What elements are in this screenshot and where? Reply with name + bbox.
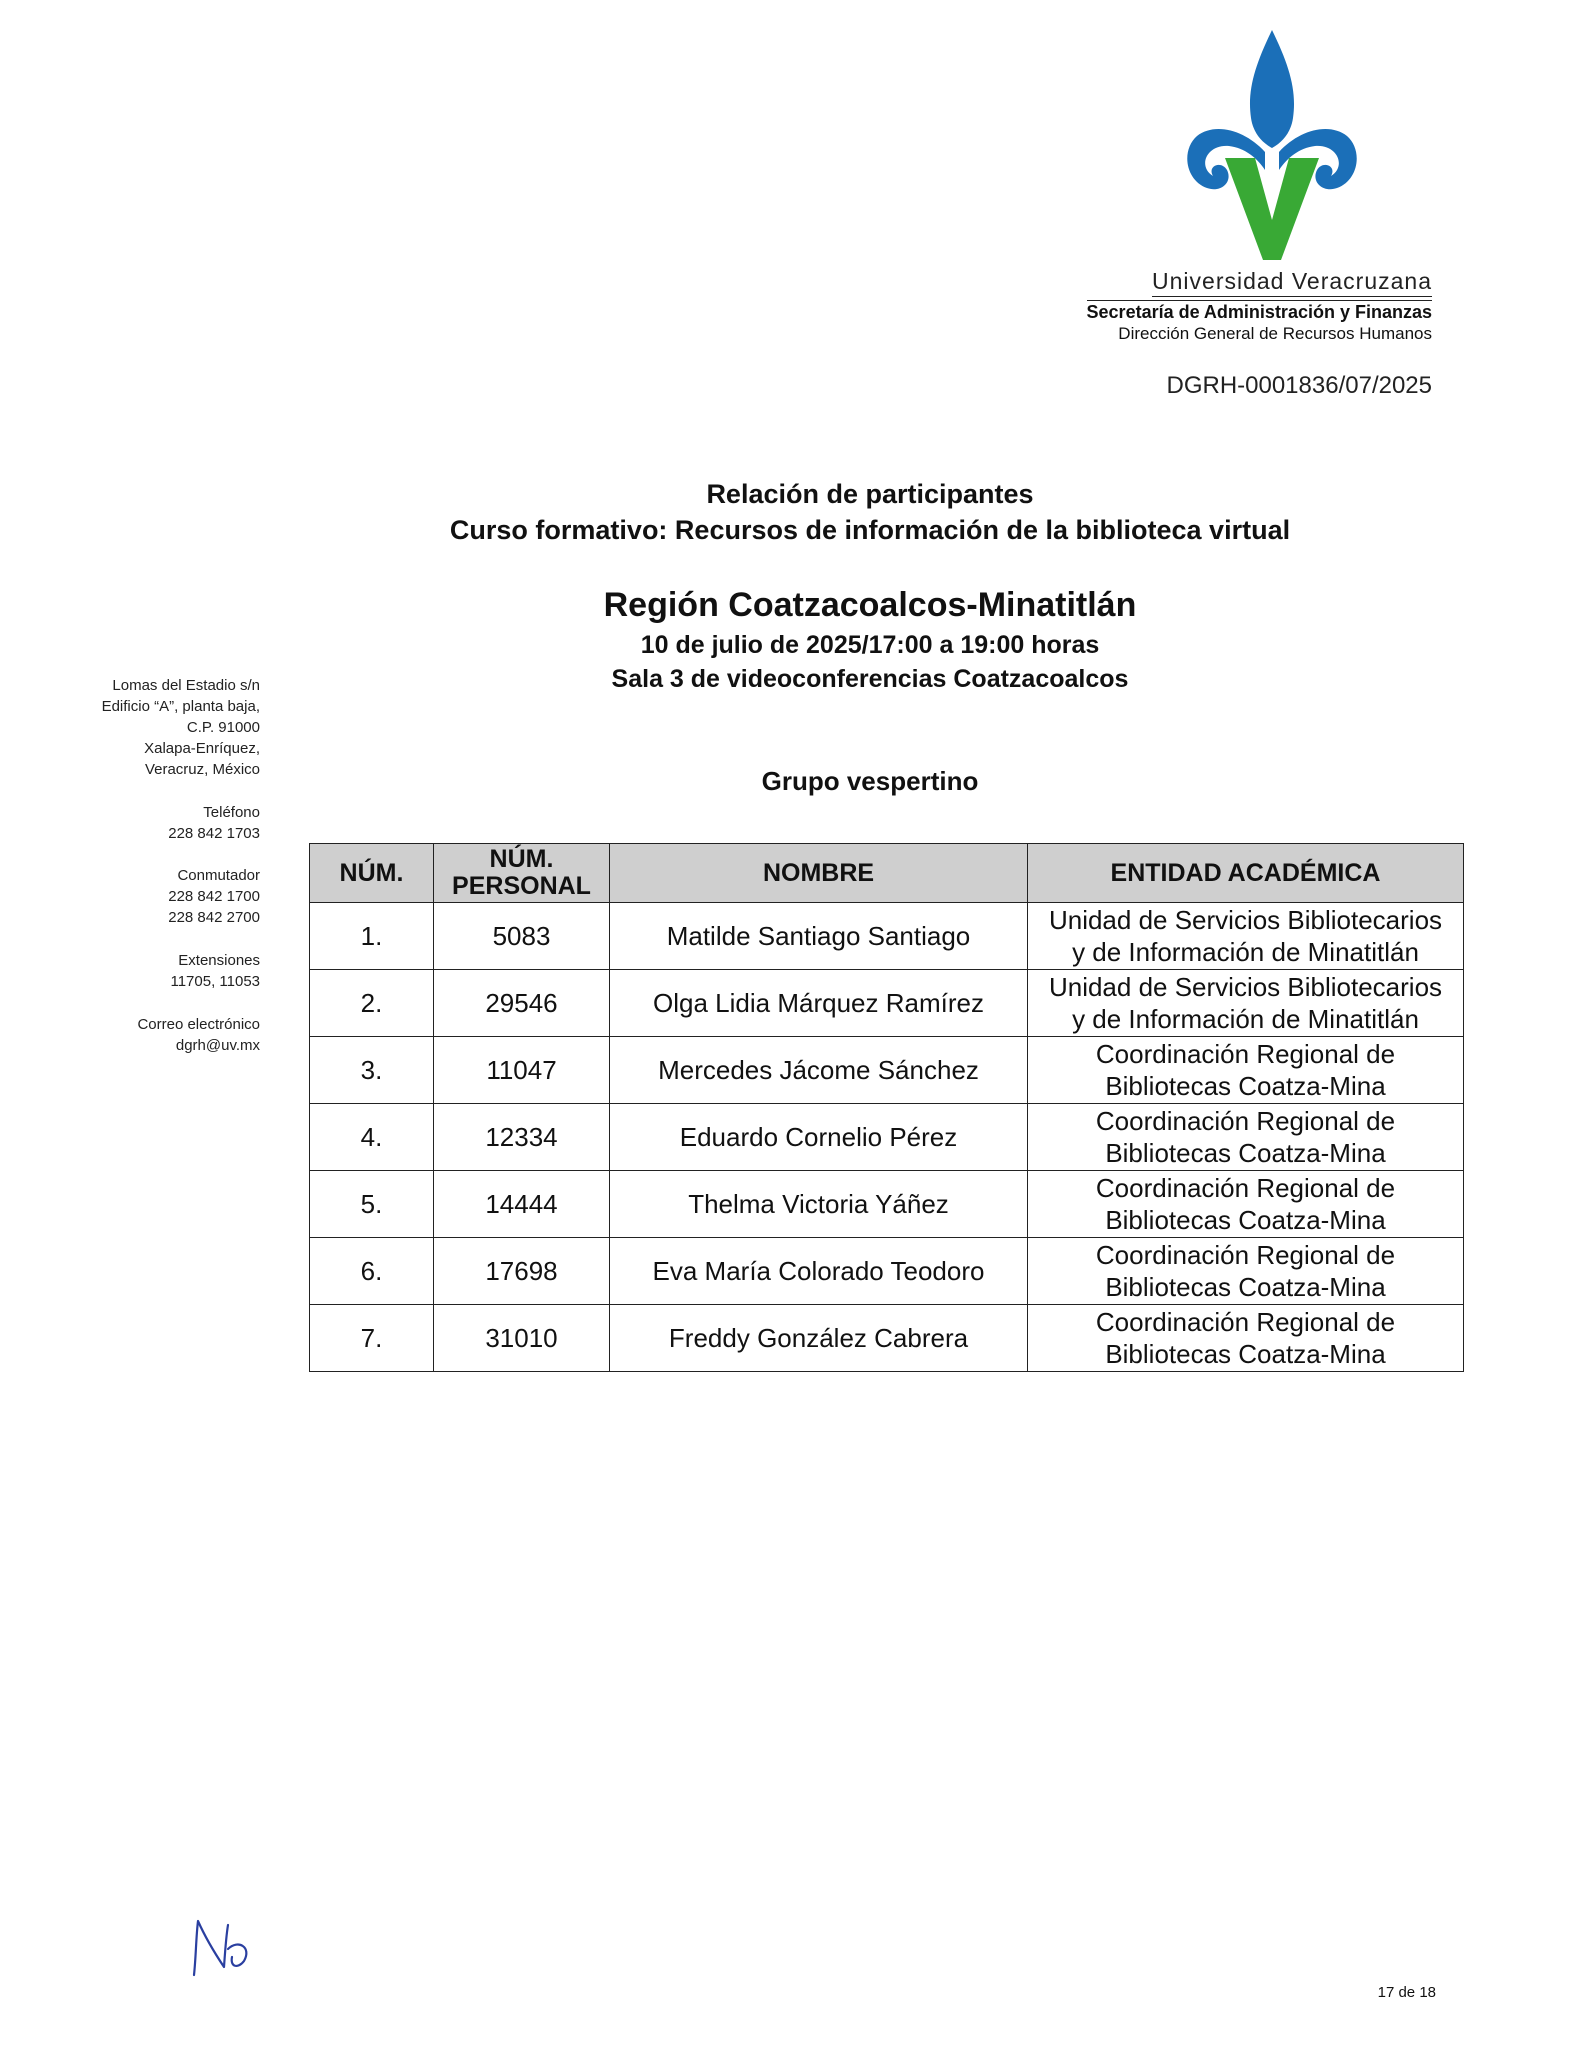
cell-nombre: Eva María Colorado Teodoro [610,1238,1028,1305]
cell-personal: 31010 [434,1305,610,1372]
header-num: NÚM. [310,844,434,903]
switchboard-label: Conmutador [177,867,260,884]
email-address: dgrh@uv.mx [175,1037,260,1054]
venue-text: Sala 3 de videoconferencias Coatzacoalcos [611,665,1129,693]
table-row [310,1104,1464,1171]
table-row [310,1305,1464,1372]
contact-address [60,675,260,780]
contact-phone [60,802,260,844]
entidad-line: Coordinación Regional de [1095,1240,1396,1270]
phone-number: 228 842 1703 [168,825,260,842]
cell-personal: 29546 [434,970,610,1037]
cell-num: 2. [310,970,434,1037]
header-nombre: NOMBRE [610,844,1028,903]
secretariat-name: Secretaría de Administración y Finanzas [1086,302,1432,322]
entidad-line: Unidad de Servicios Bibliotecarios [1048,905,1443,935]
table-row [310,1238,1464,1305]
entidad-line: Coordinación Regional de [1095,1307,1396,1337]
handwritten-signature [188,1915,258,1979]
cell-nombre: Thelma Victoria Yáñez [610,1171,1028,1238]
cell-personal: 12334 [434,1104,610,1171]
directorate-name: Dirección General de Recursos Humanos [1118,324,1432,343]
contact-extensions [60,950,260,992]
entidad-line: Bibliotecas Coatza-Mina [1105,1071,1386,1101]
cell-entidad [1028,970,1464,1037]
address-line: C.P. 91000 [186,719,260,736]
cell-personal: 17698 [434,1238,610,1305]
cell-nombre: Mercedes Jácome Sánchez [610,1037,1028,1104]
entidad-line: Coordinación Regional de [1095,1173,1396,1203]
group-title: Grupo vespertino [761,766,979,796]
cell-personal: 14444 [434,1171,610,1238]
phone-label: Teléfono [203,804,260,821]
address-line: Edificio “A”, planta baja, [101,698,260,715]
header-entidad: ENTIDAD ACADÉMICA [1028,844,1464,903]
address-line: Lomas del Estadio s/n [112,677,260,694]
page-number: 17 de 18 [1377,1984,1436,2001]
cell-num: 1. [310,903,434,970]
document-reference: DGRH-0001836/07/2025 [1166,372,1432,399]
extensions-value: 11705, 11053 [170,973,260,990]
table-row [310,970,1464,1037]
contact-switchboard [60,865,260,928]
address-line: Xalapa-Enríquez, [144,740,260,757]
header-personal-line: NÚM. [489,845,554,873]
entidad-line: Bibliotecas Coatza-Mina [1105,1339,1386,1369]
cell-entidad [1028,1238,1464,1305]
address-line: Veracruz, México [144,761,260,778]
cell-entidad [1028,1104,1464,1171]
region-title: Región Coatzacoalcos-Minatitlán [603,586,1137,624]
university-logo [1185,30,1360,260]
cell-num: 7. [310,1305,434,1372]
cell-nombre: Matilde Santiago Santiago [610,903,1028,970]
entidad-line: Coordinación Regional de [1095,1039,1396,1069]
entidad-line: Bibliotecas Coatza-Mina [1105,1138,1386,1168]
entidad-line: y de Información de Minatitlán [1072,1004,1419,1034]
entidad-line: y de Información de Minatitlán [1072,937,1419,967]
institution-name: Universidad Veracruzana [1152,268,1432,297]
extensions-label: Extensiones [178,952,260,969]
table-row [310,1037,1464,1104]
course-title: Curso formativo: Recursos de información de la biblioteca virtual [449,515,1291,545]
cell-entidad [1028,1171,1464,1238]
cell-entidad [1028,1037,1464,1104]
contact-email [60,1014,260,1056]
cell-entidad [1028,903,1464,970]
schedule-text: 10 de julio de 2025/17:00 a 19:00 horas [640,631,1100,659]
switchboard-number: 228 842 2700 [168,909,260,926]
document-title: Relación de participantes [706,479,1034,509]
entidad-line: Bibliotecas Coatza-Mina [1105,1205,1386,1235]
entidad-line: Bibliotecas Coatza-Mina [1105,1272,1386,1302]
entidad-line: Unidad de Servicios Bibliotecarios [1048,972,1443,1002]
cell-num: 5. [310,1171,434,1238]
switchboard-number: 228 842 1700 [168,888,260,905]
cell-nombre: Freddy González Cabrera [610,1305,1028,1372]
table-row [310,903,1464,970]
cell-num: 3. [310,1037,434,1104]
cell-entidad [1028,1305,1464,1372]
cell-personal: 11047 [434,1037,610,1104]
table-row [310,1171,1464,1238]
cell-num: 4. [310,1104,434,1171]
header-personal [434,844,610,903]
email-label: Correo electrónico [137,1016,260,1033]
table-header-row [310,844,1464,903]
cell-personal: 5083 [434,903,610,970]
entidad-line: Coordinación Regional de [1095,1106,1396,1136]
header-personal-line: PERSONAL [452,872,591,900]
participants-table [309,843,1464,1372]
cell-nombre: Eduardo Cornelio Pérez [610,1104,1028,1171]
cell-num: 6. [310,1238,434,1305]
cell-nombre: Olga Lidia Márquez Ramírez [610,970,1028,1037]
